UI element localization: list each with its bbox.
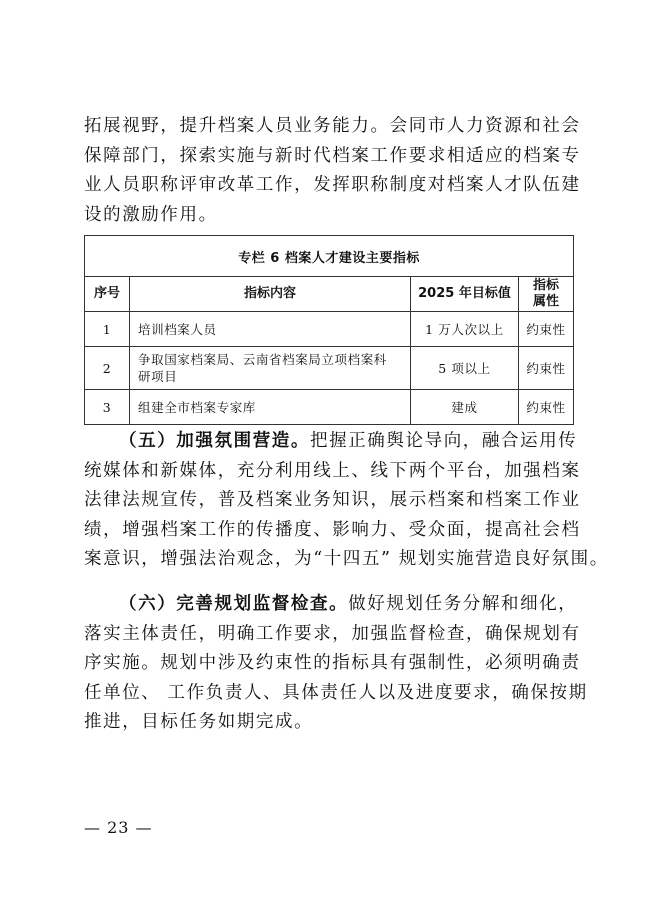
cell-target: 1 万人次以上 <box>411 312 519 347</box>
cell-attr: 约束性 <box>519 312 574 347</box>
table-row <box>85 347 574 390</box>
table-row <box>85 390 574 425</box>
cell-target: 5 项以上 <box>411 347 519 390</box>
header-content: 指标内容 <box>130 277 411 312</box>
text-line: 落实主体责任，明确工作要求，加强监督检查，确保规划有 <box>84 623 581 644</box>
text-line: 业人员职称评审改革工作，发挥职称制度对档案人才队伍建 <box>84 175 581 195</box>
text-line: 案意识，增强法治观念，为“十四五” 规划实施营造良好氛围。 <box>84 549 609 569</box>
text-line: 任单位、 工作负责人、具体责任人以及进度要求，确保按期 <box>84 682 588 703</box>
indicator-table <box>84 235 574 425</box>
table-caption: 专栏 6 档案人才建设主要指标 <box>85 236 574 277</box>
header-seq: 序号 <box>85 277 130 312</box>
table-header-row <box>85 277 574 312</box>
page-number: — 23 — <box>84 818 153 837</box>
header-attr-line2: 属性 <box>533 294 560 309</box>
cell-seq: 2 <box>85 347 130 390</box>
section-6-first-line <box>84 590 578 620</box>
paragraph-top <box>84 112 581 230</box>
cell-seq: 1 <box>85 312 130 347</box>
section-5-first-line <box>84 427 578 457</box>
table-row <box>85 312 574 347</box>
section-6-heading: （六）完善规划监督检查。 <box>119 594 349 614</box>
cell-target: 建成 <box>411 390 519 425</box>
cell-attr: 约束性 <box>519 390 574 425</box>
text-line: 设的激励作用。 <box>84 204 218 225</box>
text-line: 拓展视野，提升档案人员业务能力。会同市人力资源和社会 <box>84 116 581 136</box>
indicator-table-box <box>84 235 573 425</box>
section-6 <box>84 590 588 738</box>
text-line: 把握正确舆论导向，融合运用传 <box>310 431 578 451</box>
cell-content: 组建全市档案专家库 <box>130 390 411 425</box>
header-attr <box>519 277 574 312</box>
text-line: 序实施。规划中涉及约束性的指标具有强制性，必须明确责 <box>84 653 581 673</box>
text-line: 绩，增强档案工作的传播度、影响力、受众面，提高社会档 <box>84 519 581 540</box>
section-5 <box>84 427 609 575</box>
text-line: 统媒体和新媒体，充分利用线上、线下两个平台，加强档案 <box>84 460 581 481</box>
header-attr-line1: 指标 <box>533 278 560 293</box>
section-5-heading: （五）加强氛围营造。 <box>119 431 310 451</box>
cell-attr: 约束性 <box>519 347 574 390</box>
text-line: 保障部门，探索实施与新时代档案工作要求相适应的档案专 <box>84 145 581 166</box>
cell-content: 培训档案人员 <box>130 312 411 347</box>
cell-content <box>130 347 411 390</box>
text-line: 做好规划任务分解和细化， <box>348 594 578 614</box>
header-target: 2025 年目标值 <box>411 277 519 312</box>
cell-content-line1: 争取国家档案局、云南省档案局立项档案科 <box>138 352 387 367</box>
cell-seq: 3 <box>85 390 130 425</box>
cell-content-line2: 研项目 <box>138 369 178 384</box>
text-line: 法律法规宣传，普及档案业务知识，展示档案和档案工作业 <box>84 490 581 510</box>
text-line: 推进，目标任务如期完成。 <box>84 712 314 732</box>
